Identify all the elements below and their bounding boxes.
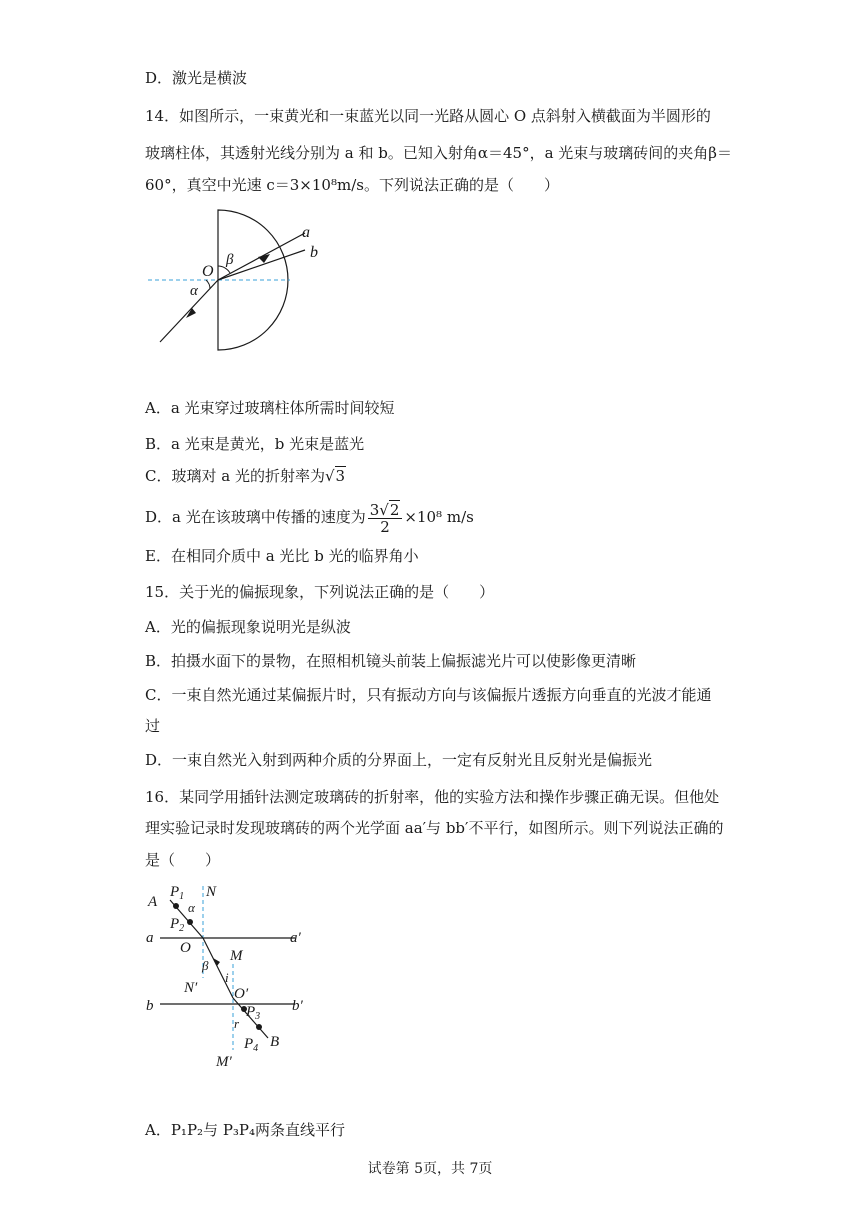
label-B: B [270,1034,280,1050]
pin-P2 [187,919,193,925]
label-i: i [225,970,229,985]
q14-option-d-unit: ×10⁸ m/s [404,508,474,526]
label-b-prime: b′ [292,998,303,1014]
label-beta: β [226,252,234,268]
q14-stem-line2: 玻璃柱体，其透射光线分别为 a 和 b。已知入射角α＝45°，a 光束与玻璃砖间的夹角β＝ [145,144,732,162]
label-P1: $P_1$ [170,884,185,902]
label-r: r [234,1016,240,1031]
q15-option-d: D．一束自然光入射到两种介质的分界面上，一定有反射光且反射光是偏振光 [145,751,653,769]
label-a-prime: a′ [290,930,301,946]
q14-option-d-text: D．a 光在该玻璃中传播的速度为 [145,508,366,526]
q16-stem-line3: 是（ ） [145,851,221,869]
label-P3: $P_3$ [246,1004,261,1022]
label-a: a [302,224,310,241]
pin-P1 [173,903,179,909]
q14-figure-semicircle-refraction [140,200,340,360]
label-O-prime: O′ [234,986,249,1002]
label-M-prime: M′ [216,1054,232,1070]
label-b: b [146,998,154,1014]
label-b: b [310,244,318,261]
label-P4: $P_4$ [244,1036,259,1054]
label-M: M [230,948,243,964]
q16-figure-glass-brick [140,878,320,1078]
label-alpha: α [190,283,198,299]
pin-P4 [256,1024,262,1030]
q14-option-c-value: 3 [335,467,346,485]
frac-den: 2 [380,517,390,536]
q13-option-d: D．激光是横波 [145,69,248,87]
q14-stem-line1: 14．如图所示，一束黄光和一束蓝光以同一光路从圆心 O 点斜射入横截面为半圆形的 [145,107,711,125]
q15-stem: 15．关于光的偏振现象，下列说法正确的是（ ） [145,583,495,601]
label-O: O [202,263,214,280]
frac-num-root: 2 [389,500,400,519]
page-footer: 试卷第 5页，共 7页 [367,1161,493,1177]
inner-ray-arrow [213,958,220,966]
label-N-prime: N′ [184,980,198,996]
q14-option-e: E．在相同介质中 a 光比 b 光的临界角小 [145,547,419,565]
label-A: A [148,894,158,910]
q14-option-d-fraction: $\frac{3√2}{2}$ [368,502,403,535]
q14-option-b: B．a 光束是黄光，b 光束是蓝光 [145,435,365,453]
label-a: a [146,930,154,946]
frac-num-coef: 3 [369,500,380,519]
q16-stem-line2: 理实验记录时发现玻璃砖的两个光学面 aa′与 bb′不平行，如图所示。则下列说法正确的 [145,819,724,837]
q14-stem-line3: 60°，真空中光速 c＝3×10⁸m/s。下列说法正确的是（ ） [145,176,559,194]
q14-option-c-text: C．玻璃对 a 光的折射率为 [145,467,325,485]
label-alpha: α [188,900,195,915]
q15-option-c-line2: 过 [145,717,161,735]
q15-option-c-line1: C．一束自然光通过某偏振片时，只有振动方向与该偏振片透振方向垂直的光波才能通 [145,686,712,704]
q14-option-a: A．a 光束穿过玻璃柱体所需时间较短 [145,399,395,417]
sqrt-sign: √ [324,467,335,485]
incident-ray [160,280,218,342]
q16-option-a: A．P₁P₂与 P₃P₄两条直线平行 [145,1121,346,1139]
label-N: N [206,884,217,900]
q16-stem-line1: 16．某同学用插针法测定玻璃砖的折射率，他的实验方法和操作步骤正确无误。但他处 [145,788,720,806]
label-O: O [180,940,191,956]
q15-option-b: B．拍摄水面下的景物，在照相机镜头前装上偏振滤光片可以使影像更清晰 [145,652,637,670]
q15-option-a: A．光的偏振现象说明光是纵波 [145,618,351,636]
q14-option-c [145,466,346,486]
q14-option-d [145,500,474,535]
alpha-arc [206,280,210,289]
label-beta: β [202,958,209,973]
label-P2: $P_2$ [170,916,185,934]
